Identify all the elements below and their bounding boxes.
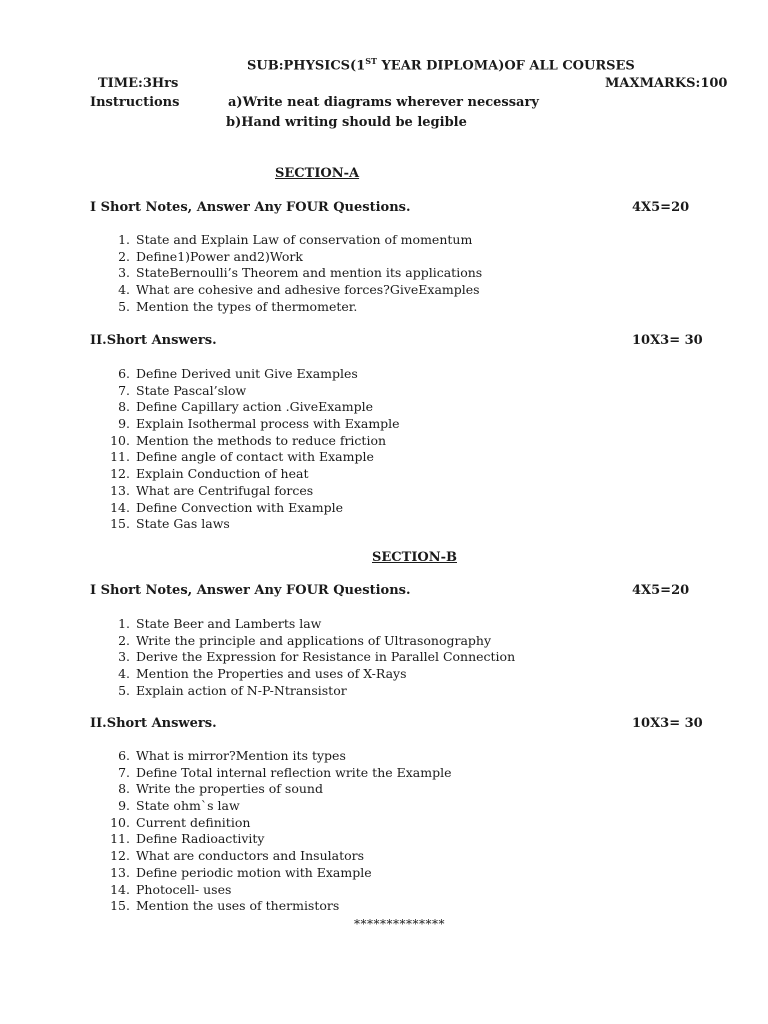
question-number: 10. [110, 432, 130, 448]
question-text: What are cohesive and adhesive forces?GiveExamples [136, 282, 480, 298]
question-number: 15. [110, 898, 130, 914]
question-text: Define Derived unit Give Examples [136, 366, 358, 381]
subject-suffix: YEAR DIPLOMA)OF ALL COURSES [377, 58, 635, 74]
section-b-part1-marks: 4X5=20 [632, 583, 690, 598]
section-b-title: SECTION-B [372, 550, 457, 565]
question-text: What are conductors and Insulators [136, 848, 365, 864]
question-text: Define Capillary action .GiveExample [136, 399, 373, 415]
question-number: 5. [118, 682, 130, 698]
question-text: Write the properties of sound [136, 781, 323, 797]
question-number: 15. [110, 516, 130, 532]
section-a-part1-heading: I Short Notes, Answer Any FOUR Questions. [90, 200, 411, 215]
question-text: Current definition [136, 814, 251, 830]
question-text: Photocell- uses [136, 881, 232, 897]
subject-sup: ST [365, 56, 377, 66]
section-a-title: SECTION-A [275, 166, 360, 181]
section-b-part2-heading: II.Short Answers. [90, 716, 217, 731]
question-text: State and Explain Law of conservation of momentum [136, 232, 473, 247]
question-text: Define Radioactivity [136, 831, 265, 847]
instruction-a: a)Write neat diagrams wherever necessary [228, 95, 539, 110]
subject-title [247, 56, 635, 73]
question-text: Mention the uses of thermistors [136, 898, 340, 914]
instruction-b: b)Hand writing should be legible [226, 115, 467, 130]
question-number: 1. [118, 616, 130, 631]
question-number: 2. [118, 248, 130, 264]
question-number: 8. [118, 781, 130, 797]
question-number: 14. [110, 881, 130, 897]
question-text: Explain Conduction of heat [136, 466, 309, 482]
subject-prefix: SUB:PHYSICS(1 [247, 58, 366, 74]
question-number: 7. [118, 764, 130, 780]
question-number: 12. [110, 848, 130, 864]
question-number: 11. [110, 831, 130, 847]
question-number: 1. [118, 232, 130, 247]
question-number: 13. [110, 482, 130, 498]
section-a-part2-marks: 10X3= 30 [632, 333, 703, 348]
question-number: 10. [110, 814, 130, 830]
question-text: Define1)Power and2)Work [136, 248, 303, 264]
question-text: What is mirror?Mention its types [136, 748, 346, 763]
question-number: 9. [118, 416, 130, 432]
question-text: What are Centrifugal forces [136, 482, 314, 498]
time-label: TIME:3Hrs [98, 76, 179, 91]
question-text: Explain Isothermal process with Example [136, 416, 400, 432]
question-text: Write the principle and applications of Ultrasonography [136, 632, 492, 648]
question-text: Mention the types of thermometer. [136, 298, 358, 314]
question-number: 9. [118, 798, 130, 814]
question-number: 11. [110, 449, 130, 465]
question-text: State Pascal’slow [136, 382, 247, 398]
question-text: Explain action of N-P-Ntransistor [136, 682, 347, 698]
question-number: 13. [110, 864, 130, 880]
max-marks: MAXMARKS:100 [605, 76, 728, 91]
end-marker: ************** [354, 917, 445, 931]
question-text: Mention the methods to reduce friction [136, 432, 387, 448]
question-number: 6. [118, 748, 130, 763]
section-a-part2-heading: II.Short Answers. [90, 333, 217, 348]
question-number: 14. [110, 499, 130, 515]
question-number: 4. [118, 666, 130, 682]
question-number: 7. [118, 382, 130, 398]
question-text: State Gas laws [136, 516, 230, 532]
question-text: State Beer and Lamberts law [136, 616, 322, 631]
question-text: Derive the Expression for Resistance in Parallel Connection [136, 649, 516, 665]
question-number: 2. [118, 632, 130, 648]
question-text: StateBernoulli’s Theorem and mention its applications [136, 265, 483, 281]
question-text: Define Total internal reflection write the Example [136, 764, 452, 780]
section-b-part1-heading: I Short Notes, Answer Any FOUR Questions. [90, 583, 411, 598]
question-text: Define periodic motion with Example [136, 864, 372, 880]
question-text: Define angle of contact with Example [136, 449, 374, 465]
question-number: 4. [118, 282, 130, 298]
question-number: 12. [110, 466, 130, 482]
question-number: 5. [118, 298, 130, 314]
section-a-part1-marks: 4X5=20 [632, 200, 690, 215]
question-number: 6. [118, 366, 130, 381]
question-text: State ohm`s law [136, 798, 240, 814]
question-text: Define Convection with Example [136, 499, 343, 515]
question-number: 3. [118, 265, 130, 281]
question-number: 8. [118, 399, 130, 415]
question-number: 3. [118, 649, 130, 665]
section-b-part2-marks: 10X3= 30 [632, 716, 703, 731]
instructions-label: Instructions [90, 95, 180, 110]
question-text: Mention the Properties and uses of X-Rays [136, 666, 407, 682]
